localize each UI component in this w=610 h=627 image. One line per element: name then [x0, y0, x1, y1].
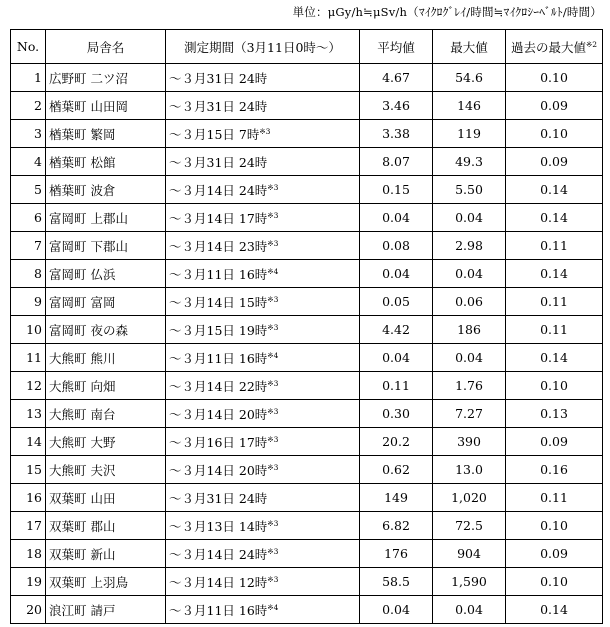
table-row [11, 176, 603, 204]
period-footnote: ※3 [267, 294, 279, 304]
row-number: 20 [11, 596, 46, 624]
table-row [11, 316, 603, 344]
station-name: 広野町 二ツ沼 [46, 64, 166, 92]
maximum-value: 1.76 [433, 372, 506, 400]
past-max-value: 0.11 [506, 484, 603, 512]
header-period: 測定期間（3月11日0時～） [166, 30, 360, 64]
station-name: 大熊町 向畑 [46, 372, 166, 400]
average-value: 0.04 [360, 344, 433, 372]
table-row [11, 484, 603, 512]
measurement-period [166, 92, 360, 120]
row-number: 18 [11, 540, 46, 568]
period-text: ～３月14日 20時 [169, 406, 268, 422]
maximum-value: 1,020 [433, 484, 506, 512]
maximum-value: 186 [433, 316, 506, 344]
table-row [11, 204, 603, 232]
average-value: 8.07 [360, 148, 433, 176]
station-name: 双葉町 上羽鳥 [46, 568, 166, 596]
table-row [11, 344, 603, 372]
station-name: 大熊町 大野 [46, 428, 166, 456]
header-average: 平均値 [360, 30, 433, 64]
period-text: ～３月14日 24時 [169, 546, 268, 562]
period-footnote: ※3 [267, 518, 279, 528]
station-name: 双葉町 郡山 [46, 512, 166, 540]
station-name: 浪江町 請戸 [46, 596, 166, 624]
row-number: 4 [11, 148, 46, 176]
past-max-value: 0.14 [506, 176, 603, 204]
period-footnote: ※3 [267, 406, 279, 416]
station-name: 富岡町 夜の森 [46, 316, 166, 344]
past-max-value: 0.14 [506, 344, 603, 372]
row-number: 10 [11, 316, 46, 344]
table-row [11, 260, 603, 288]
row-number: 12 [11, 372, 46, 400]
maximum-value: 1,590 [433, 568, 506, 596]
average-value: 0.15 [360, 176, 433, 204]
past-max-value: 0.10 [506, 64, 603, 92]
past-max-value: 0.14 [506, 260, 603, 288]
maximum-value: 49.3 [433, 148, 506, 176]
row-number: 9 [11, 288, 46, 316]
period-text: ～３月14日 17時 [169, 210, 268, 226]
average-value: 176 [360, 540, 433, 568]
average-value: 0.62 [360, 456, 433, 484]
average-value: 0.11 [360, 372, 433, 400]
average-value: 0.04 [360, 260, 433, 288]
average-value: 149 [360, 484, 433, 512]
measurement-period [166, 428, 360, 456]
header-station: 局舎名 [46, 30, 166, 64]
period-text: ～３月13日 14時 [169, 518, 268, 534]
average-value: 20.2 [360, 428, 433, 456]
period-footnote: ※3 [267, 378, 279, 388]
table-row [11, 568, 603, 596]
average-value: 0.04 [360, 204, 433, 232]
measurement-period [166, 344, 360, 372]
past-max-value: 0.09 [506, 540, 603, 568]
station-name: 楢葉町 松館 [46, 148, 166, 176]
table-row [11, 232, 603, 260]
period-text: ～３月15日 7時 [169, 126, 260, 142]
row-number: 1 [11, 64, 46, 92]
row-number: 2 [11, 92, 46, 120]
past-max-value: 0.13 [506, 400, 603, 428]
period-text: ～３月14日 23時 [169, 238, 268, 254]
period-footnote: ※3 [259, 126, 271, 136]
period-footnote: ※3 [267, 182, 279, 192]
measurement-period [166, 316, 360, 344]
maximum-value: 72.5 [433, 512, 506, 540]
maximum-value: 146 [433, 92, 506, 120]
station-name: 楢葉町 波倉 [46, 176, 166, 204]
period-footnote: ※3 [267, 546, 279, 556]
radiation-table [10, 29, 603, 624]
average-value: 3.46 [360, 92, 433, 120]
table-row [11, 64, 603, 92]
header-maximum: 最大値 [433, 30, 506, 64]
measurement-period [166, 204, 360, 232]
maximum-value: 904 [433, 540, 506, 568]
period-footnote: ※3 [267, 322, 279, 332]
table-header-row [11, 30, 603, 64]
period-text: ～３月11日 16時 [169, 350, 268, 366]
header-no: No. [11, 30, 46, 64]
row-number: 7 [11, 232, 46, 260]
period-text: ～３月14日 15時 [169, 294, 268, 310]
row-number: 13 [11, 400, 46, 428]
average-value: 4.67 [360, 64, 433, 92]
average-value: 0.08 [360, 232, 433, 260]
station-name: 楢葉町 繁岡 [46, 120, 166, 148]
maximum-value: 2.98 [433, 232, 506, 260]
measurement-period [166, 568, 360, 596]
period-text: ～３月11日 16時 [169, 602, 268, 618]
station-name: 大熊町 南台 [46, 400, 166, 428]
table-row [11, 400, 603, 428]
past-max-value: 0.10 [506, 120, 603, 148]
period-text: ～３月31日 24時 [169, 98, 268, 114]
maximum-value: 119 [433, 120, 506, 148]
period-text: ～３月31日 24時 [169, 154, 268, 170]
period-text: ～３月31日 24時 [169, 490, 268, 506]
station-name: 双葉町 新山 [46, 540, 166, 568]
average-value: 0.04 [360, 596, 433, 624]
table-row [11, 428, 603, 456]
past-max-value: 0.09 [506, 428, 603, 456]
row-number: 14 [11, 428, 46, 456]
period-text: ～３月31日 24時 [169, 70, 268, 86]
station-name: 大熊町 夫沢 [46, 456, 166, 484]
measurement-period [166, 148, 360, 176]
station-name: 双葉町 山田 [46, 484, 166, 512]
maximum-value: 54.6 [433, 64, 506, 92]
measurement-period [166, 596, 360, 624]
average-value: 0.30 [360, 400, 433, 428]
past-max-value: 0.10 [506, 512, 603, 540]
average-value: 0.05 [360, 288, 433, 316]
table-row [11, 456, 603, 484]
measurement-period [166, 120, 360, 148]
period-text: ～３月15日 19時 [169, 322, 268, 338]
measurement-period [166, 540, 360, 568]
measurement-period [166, 64, 360, 92]
past-max-value: 0.11 [506, 316, 603, 344]
row-number: 3 [11, 120, 46, 148]
measurement-period [166, 176, 360, 204]
past-max-value: 0.16 [506, 456, 603, 484]
measurement-period [166, 484, 360, 512]
maximum-value: 13.0 [433, 456, 506, 484]
table-row [11, 372, 603, 400]
average-value: 58.5 [360, 568, 433, 596]
station-name: 楢葉町 山田岡 [46, 92, 166, 120]
table-row [11, 596, 603, 624]
station-name: 富岡町 上郡山 [46, 204, 166, 232]
measurement-period [166, 372, 360, 400]
measurement-period [166, 260, 360, 288]
table-row [11, 120, 603, 148]
average-value: 6.82 [360, 512, 433, 540]
period-text: ～３月14日 24時 [169, 182, 268, 198]
past-max-value: 0.09 [506, 148, 603, 176]
station-name: 富岡町 富岡 [46, 288, 166, 316]
period-footnote: ※3 [267, 434, 279, 444]
maximum-value: 0.04 [433, 596, 506, 624]
average-value: 4.42 [360, 316, 433, 344]
header-past-max [506, 30, 603, 64]
period-footnote: ※3 [267, 574, 279, 584]
table-row [11, 540, 603, 568]
row-number: 5 [11, 176, 46, 204]
period-text: ～３月16日 17時 [169, 434, 268, 450]
measurement-period [166, 456, 360, 484]
maximum-value: 390 [433, 428, 506, 456]
maximum-value: 0.06 [433, 288, 506, 316]
past-max-value: 0.10 [506, 568, 603, 596]
maximum-value: 5.50 [433, 176, 506, 204]
header-past-max-note: ※2 [585, 39, 598, 49]
past-max-value: 0.10 [506, 372, 603, 400]
period-footnote: ※4 [267, 266, 279, 276]
period-footnote: ※4 [267, 602, 279, 612]
period-text: ～３月14日 12時 [169, 574, 268, 590]
row-number: 19 [11, 568, 46, 596]
maximum-value: 0.04 [433, 204, 506, 232]
measurement-period [166, 232, 360, 260]
header-past-max-label: 過去の最大値 [510, 39, 586, 55]
row-number: 17 [11, 512, 46, 540]
past-max-value: 0.14 [506, 204, 603, 232]
past-max-value: 0.14 [506, 596, 603, 624]
station-name: 大熊町 熊川 [46, 344, 166, 372]
station-name: 富岡町 下郡山 [46, 232, 166, 260]
average-value: 3.38 [360, 120, 433, 148]
period-footnote: ※3 [267, 462, 279, 472]
row-number: 11 [11, 344, 46, 372]
table-row [11, 512, 603, 540]
row-number: 8 [11, 260, 46, 288]
table-row [11, 288, 603, 316]
maximum-value: 7.27 [433, 400, 506, 428]
row-number: 15 [11, 456, 46, 484]
past-max-value: 0.09 [506, 92, 603, 120]
period-footnote: ※3 [267, 210, 279, 220]
maximum-value: 0.04 [433, 260, 506, 288]
unit-note: 単位：μGy/h≒μSv/h（ﾏｲｸﾛｸﾞﾚｲ/時間≒ﾏｲｸﾛｼｰﾍﾞﾙﾄ/時間） [292, 5, 602, 19]
table-row [11, 92, 603, 120]
period-footnote: ※3 [267, 238, 279, 248]
period-text: ～３月14日 22時 [169, 378, 268, 394]
table-row [11, 148, 603, 176]
period-text: ～３月14日 20時 [169, 462, 268, 478]
maximum-value: 0.04 [433, 344, 506, 372]
period-text: ～３月11日 16時 [169, 266, 268, 282]
past-max-value: 0.11 [506, 288, 603, 316]
row-number: 16 [11, 484, 46, 512]
station-name: 富岡町 仏浜 [46, 260, 166, 288]
measurement-period [166, 288, 360, 316]
period-footnote: ※4 [267, 350, 279, 360]
past-max-value: 0.11 [506, 232, 603, 260]
measurement-period [166, 512, 360, 540]
row-number: 6 [11, 204, 46, 232]
measurement-period [166, 400, 360, 428]
